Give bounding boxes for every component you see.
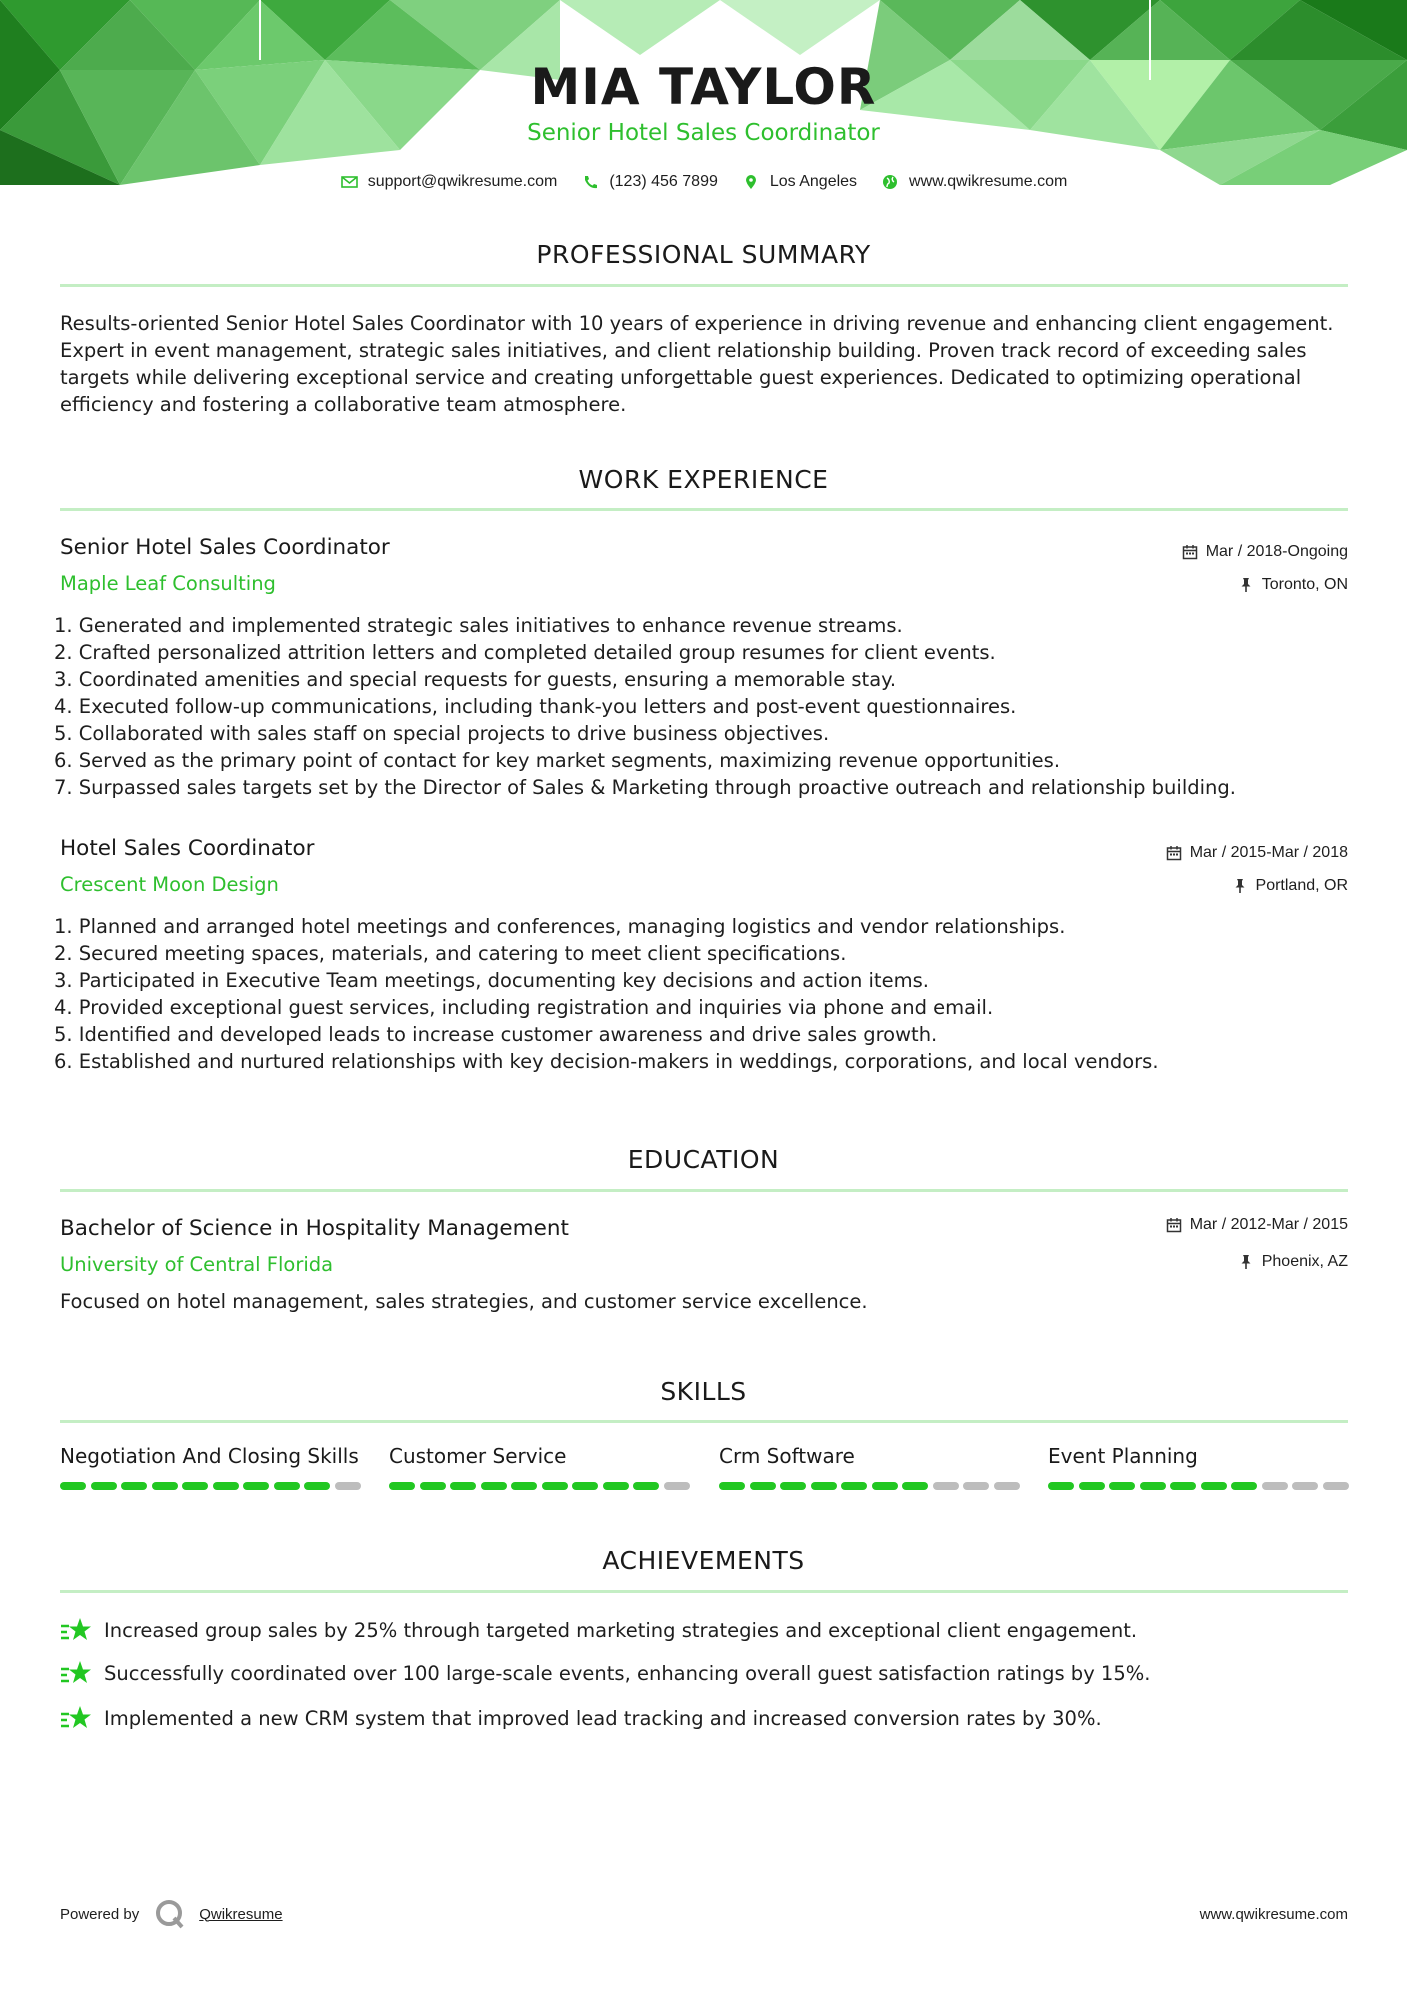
skill-level-segment — [603, 1482, 629, 1490]
summary-heading: PROFESSIONAL SUMMARY — [536, 240, 871, 269]
star-icon — [60, 1616, 92, 1644]
skill-level-segment — [872, 1482, 898, 1490]
skill-level-segment — [750, 1482, 776, 1490]
job-1-company: Maple Leaf Consulting — [60, 572, 276, 595]
job-2-dates — [1166, 844, 1348, 862]
contact-email-text: support@qwikresume.com — [367, 173, 558, 190]
qwikresume-link[interactable]: Qwikresume — [199, 1905, 283, 1923]
list-item: 3. Coordinated amenities and special requests for guests, ensuring a memorable stay. — [54, 668, 897, 691]
skill-level-segment — [335, 1482, 361, 1490]
list-item: 5. Identified and developed leads to increase customer awareness and drive sales growth. — [54, 1023, 938, 1046]
contact-location-text: Los Angeles — [769, 173, 858, 190]
skill-item — [60, 1444, 360, 1468]
achievement-text: Implemented a new CRM system that improved lead tracking and increased conversion rates by 30%. — [104, 1706, 1102, 1730]
list-item: 2. Secured meeting spaces, materials, and catering to meet client specifications. — [54, 942, 847, 965]
list-item: 6. Served as the primary point of contact for key market segments, maximizing revenue opportunities. — [54, 749, 1061, 772]
skill-level-segment — [664, 1482, 690, 1490]
skill-level-bar — [719, 1482, 1024, 1490]
skill-level-segment — [1231, 1482, 1257, 1490]
skill-level-segment — [1048, 1482, 1074, 1490]
skill-level-segment — [1170, 1482, 1196, 1490]
education-school: University of Central Florida — [60, 1253, 334, 1276]
skill-level-segment — [1109, 1482, 1135, 1490]
job-1-title: Senior Hotel Sales Coordinator — [60, 535, 390, 560]
skill-level-segment — [121, 1482, 147, 1490]
skill-level-bar — [1048, 1482, 1353, 1490]
skill-level-segment — [633, 1482, 659, 1490]
calendar-icon — [1182, 544, 1198, 560]
skill-level-segment — [1079, 1482, 1105, 1490]
skill-label: Customer Service — [389, 1444, 567, 1468]
skill-level-segment — [182, 1482, 208, 1490]
skill-level-segment — [481, 1482, 507, 1490]
skills-heading: SKILLS — [660, 1377, 747, 1406]
achievement-text: Successfully coordinated over 100 large-scale events, enhancing overall guest satisfaction ratings by 15%. — [104, 1661, 1151, 1685]
star-icon — [60, 1704, 92, 1732]
contact-email[interactable] — [340, 173, 558, 191]
list-item: 4. Provided exceptional guest services, including registration and inquiries via phone and email. — [54, 996, 994, 1019]
skill-label: Crm Software — [719, 1444, 855, 1468]
candidate-name: MIA TAYLOR — [530, 58, 877, 116]
skill-level-segment — [902, 1482, 928, 1490]
education-location — [1238, 1253, 1348, 1271]
education-heading: EDUCATION — [627, 1145, 780, 1174]
skill-level-segment — [933, 1482, 959, 1490]
calendar-icon — [1166, 1217, 1182, 1233]
skill-level-segment — [450, 1482, 476, 1490]
map-marker-icon — [742, 174, 762, 190]
job-2-location-text: Portland, OR — [1255, 877, 1348, 894]
skill-item — [1048, 1444, 1348, 1468]
education-dates — [1166, 1216, 1348, 1234]
pushpin-icon — [1238, 1254, 1254, 1270]
list-item: 2. Crafted personalized attrition letters and completed detailed group resumes for client events. — [54, 641, 996, 664]
skill-level-segment — [811, 1482, 837, 1490]
skill-level-segment — [1201, 1482, 1227, 1490]
list-item: 5. Collaborated with sales staff on special projects to drive business objectives. — [54, 722, 830, 745]
list-item: 1. Planned and arranged hotel meetings and conferences, managing logistics and vendor relationships. — [54, 915, 1066, 938]
achievement-item — [60, 1703, 1348, 1733]
skill-level-segment — [243, 1482, 269, 1490]
skill-level-segment — [91, 1482, 117, 1490]
education-location-text: Phoenix, AZ — [1261, 1253, 1348, 1270]
candidate-role: Senior Hotel Sales Coordinator — [527, 120, 880, 146]
skill-level-segment — [572, 1482, 598, 1490]
skill-level-segment — [511, 1482, 537, 1490]
skill-level-segment — [1292, 1482, 1318, 1490]
summary-divider — [60, 284, 1348, 287]
contact-website-text: www.qwikresume.com — [909, 173, 1068, 190]
list-item: 6. Established and nurtured relationships with key decision-makers in weddings, corporations, and local vendors. — [54, 1050, 1159, 1073]
experience-divider — [60, 508, 1348, 511]
globe-icon — [881, 174, 901, 190]
skill-level-segment — [963, 1482, 989, 1490]
skill-level-segment — [1323, 1482, 1349, 1490]
skill-level-segment — [1140, 1482, 1166, 1490]
skill-label: Negotiation And Closing Skills — [60, 1444, 359, 1468]
contact-bar — [0, 173, 1407, 191]
achievements-heading: ACHIEVEMENTS — [602, 1546, 805, 1575]
skill-level-segment — [274, 1482, 300, 1490]
job-2-title: Hotel Sales Coordinator — [60, 836, 315, 861]
qwikresume-logo-icon — [153, 1897, 187, 1931]
envelope-icon — [340, 174, 360, 190]
experience-heading: WORK EXPERIENCE — [578, 465, 829, 494]
list-item: 7. Surpassed sales targets set by the Director of Sales & Marketing through proactive outreach and relationship building. — [54, 776, 1236, 799]
skill-level-segment — [304, 1482, 330, 1490]
skill-level-segment — [841, 1482, 867, 1490]
list-item: 4. Executed follow-up communications, including thank-you letters and post-event questionnaires. — [54, 695, 1017, 718]
job-1-responsibilities — [54, 612, 1354, 801]
skill-level-segment — [213, 1482, 239, 1490]
achievement-item — [60, 1658, 1348, 1688]
achievement-item — [60, 1615, 1348, 1645]
job-2-location — [1232, 877, 1348, 895]
skill-level-segment — [152, 1482, 178, 1490]
skill-level-bar — [389, 1482, 694, 1490]
contact-website[interactable] — [881, 173, 1067, 191]
skill-level-segment — [60, 1482, 86, 1490]
education-divider — [60, 1189, 1348, 1192]
job-2-responsibilities — [54, 913, 1354, 1075]
job-1-dates-text: Mar / 2018-Ongoing — [1205, 543, 1348, 560]
job-2-dates-text: Mar / 2015-Mar / 2018 — [1189, 844, 1348, 861]
skill-level-segment — [780, 1482, 806, 1490]
job-2-company: Crescent Moon Design — [60, 873, 279, 896]
achievements-divider — [60, 1590, 1348, 1593]
education-description: Focused on hotel management, sales strategies, and customer service excellence. — [60, 1290, 868, 1313]
skill-level-segment — [542, 1482, 568, 1490]
skill-level-segment — [994, 1482, 1020, 1490]
list-item: 1. Generated and implemented strategic sales initiatives to enhance revenue streams. — [54, 614, 903, 637]
job-1-location-text: Toronto, ON — [1261, 576, 1348, 593]
skill-level-segment — [1262, 1482, 1288, 1490]
skill-level-segment — [420, 1482, 446, 1490]
pushpin-icon — [1238, 577, 1254, 593]
contact-phone-text: (123) 456 7899 — [609, 173, 718, 190]
calendar-icon — [1166, 845, 1182, 861]
education-dates-text: Mar / 2012-Mar / 2015 — [1189, 1216, 1348, 1233]
footer-powered-by — [60, 1897, 283, 1931]
skills-divider — [60, 1420, 1348, 1423]
education-degree: Bachelor of Science in Hospitality Management — [60, 1216, 569, 1241]
pushpin-icon — [1232, 878, 1248, 894]
powered-by-label: Powered by — [60, 1905, 140, 1923]
skill-level-bar — [60, 1482, 365, 1490]
skill-item — [389, 1444, 689, 1468]
star-icon — [60, 1659, 92, 1687]
footer-website[interactable]: www.qwikresume.com — [1199, 1906, 1348, 1923]
phone-icon — [581, 174, 601, 190]
job-1-location — [1238, 576, 1348, 594]
list-item: 3. Participated in Executive Team meetings, documenting key decisions and action items. — [54, 969, 929, 992]
skill-label: Event Planning — [1048, 1444, 1198, 1468]
skill-level-segment — [389, 1482, 415, 1490]
skill-level-segment — [719, 1482, 745, 1490]
contact-location — [742, 173, 857, 191]
contact-phone[interactable] — [581, 173, 718, 191]
summary-text: Results-oriented Senior Hotel Sales Coordinator with 10 years of experience in driving revenue and enhancing client engagement. Expert in event management, strategic sales initiatives, and client relationship building. Proven track record of exceeding sales targets while delivering exceptional service and creating unforgettable guest experiences. Dedicated to optimizing operational efficiency and fostering a collaborative team atmosphere. — [60, 312, 1334, 416]
job-1-dates — [1182, 543, 1348, 561]
skill-item — [719, 1444, 1019, 1468]
achievement-text: Increased group sales by 25% through targeted marketing strategies and exceptional client engagement. — [104, 1618, 1138, 1642]
